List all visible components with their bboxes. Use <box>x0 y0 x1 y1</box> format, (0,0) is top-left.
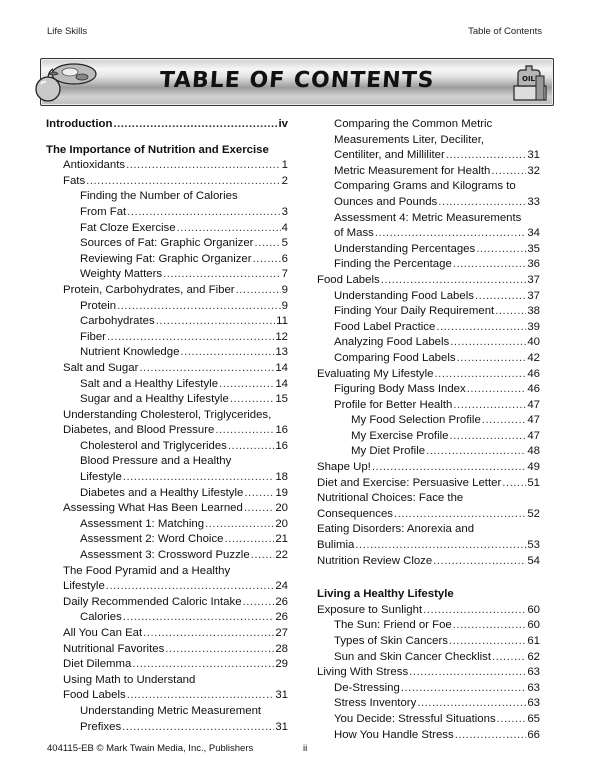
toc-entry: All You Can Eat ..... 27 <box>46 626 288 642</box>
toc-entry: Sugar and a Healthy Lifestyle ..... 15 <box>46 392 288 408</box>
toc-entry: Finding Your Daily Requirement ..... 38 <box>317 304 540 320</box>
toc-entry: Analyzing Food Labels ..... 40 <box>317 335 540 351</box>
toc-entry: Profile for Better Health ..... 47 <box>317 398 540 414</box>
oil-bottle-clipart <box>508 64 550 104</box>
oil-label: OIL <box>522 75 536 83</box>
toc-entry: Assessment 2: Word Choice ..... 21 <box>46 532 288 548</box>
toc-entry: Carbohydrates ..... 11 <box>46 314 288 330</box>
toc-entry-wrap: Nutritional Choices: Face the <box>317 492 464 505</box>
food-clipart-left <box>32 60 102 104</box>
toc-entry: Diet and Exercise: Persuasive Letter ..... 51 <box>317 476 540 492</box>
toc-entry: Fats ..... 2 <box>46 174 288 190</box>
toc-entry: Protein ..... 9 <box>46 299 288 315</box>
toc-entry: Nutrition Review Cloze ..... 54 <box>317 554 540 570</box>
toc-entry-wrap: Assessment 4: Metric Measurements <box>334 211 522 224</box>
toc-entry: Reviewing Fat: Graphic Organizer ..... 6 <box>46 252 288 268</box>
toc-entry: Fat Cloze Exercise ..... 4 <box>46 221 288 237</box>
footer-publisher: 404115-EB © Mark Twain Media, Inc., Publishers <box>47 743 254 754</box>
toc-entry: Stress Inventory ..... 63 <box>317 696 540 712</box>
toc-entry: Weighty Matters ..... 7 <box>46 267 288 283</box>
toc-entry: Exposure to Sunlight ..... 60 <box>317 603 540 619</box>
toc-entry: Diabetes, and Blood Pressure ..... 16 <box>46 423 288 439</box>
toc-entry: Food Label Practice ..... 39 <box>317 320 540 336</box>
toc-entry-wrap: Understanding Metric Measurement <box>80 704 262 717</box>
toc-left-column <box>46 117 288 735</box>
section-heading-nutrition: The Importance of Nutrition and Exercise <box>46 143 269 156</box>
toc-entry-wrap: Measurements Liter, Deciliter, <box>334 133 485 146</box>
toc-entry: Assessment 1: Matching ..... 20 <box>46 517 288 533</box>
toc-entry: How You Handle Stress ..... 66 <box>317 728 540 744</box>
toc-entry: Shape Up! ..... 49 <box>317 460 540 476</box>
toc-entry: Ounces and Pounds ..... 33 <box>317 195 540 211</box>
toc-entry-wrap: The Food Pyramid and a Healthy <box>63 564 231 577</box>
toc-entry: Diabetes and a Healthy Lifestyle ..... 19 <box>46 486 288 502</box>
section-heading-healthy-lifestyle: Living a Healthy Lifestyle <box>317 588 454 601</box>
toc-entry: Sources of Fat: Graphic Organizer ..... 5 <box>46 236 288 252</box>
title-banner <box>40 58 554 106</box>
toc-entry: Food Labels ..... 31 <box>46 688 288 704</box>
toc-entry: Assessing What Has Been Learned ..... 20 <box>46 501 288 517</box>
toc-entry: My Exercise Profile ..... 47 <box>317 429 540 445</box>
toc-entry: of Mass ..... 34 <box>317 226 540 242</box>
toc-entry: De-Stressing ..... 63 <box>317 681 540 697</box>
toc-entry: Nutritional Favorites ..... 28 <box>46 642 288 658</box>
toc-entry-wrap: Finding the Number of Calories <box>80 190 238 203</box>
toc-entry: From Fat ..... 3 <box>46 205 288 221</box>
toc-entry: Living With Stress ..... 63 <box>317 665 540 681</box>
toc-entry: Cholesterol and Triglycerides ..... 16 <box>46 439 288 455</box>
toc-entry: Nutrient Knowledge ..... 13 <box>46 345 288 361</box>
toc-entry: Protein, Carbohydrates, and Fiber ..... 9 <box>46 283 288 299</box>
toc-entry: Calories ..... 26 <box>46 610 288 626</box>
toc-entry: Types of Skin Cancers ..... 61 <box>317 634 540 650</box>
toc-entry: Finding the Percentage ..... 36 <box>317 257 540 273</box>
toc-entry: Diet Dilemma ..... 29 <box>46 657 288 673</box>
toc-entry-wrap: Eating Disorders: Anorexia and <box>317 523 475 536</box>
toc-entry-wrap: Comparing Grams and Kilograms to <box>334 180 516 193</box>
toc-entry-introduction: Introduction ..... iv <box>46 117 288 133</box>
toc-entry: My Food Selection Profile ..... 47 <box>317 413 540 429</box>
toc-entry: Prefixes ..... 31 <box>46 720 288 736</box>
running-header-right: Table of Contents <box>468 26 542 37</box>
toc-entry: Food Labels ..... 37 <box>317 273 540 289</box>
toc-entry: Sun and Skin Cancer Checklist ..... 62 <box>317 650 540 666</box>
toc-entry: Metric Measurement for Health ..... 32 <box>317 164 540 180</box>
page-title: TABLE OF CONTENTS <box>158 68 436 93</box>
toc-entry: Antioxidants ..... 1 <box>46 158 288 174</box>
toc-entry: Centiliter, and Milliliter ..... 31 <box>317 148 540 164</box>
toc-entry-wrap: Using Math to Understand <box>63 673 196 686</box>
toc-entry: Comparing Food Labels ..... 42 <box>317 351 540 367</box>
toc-entry: You Decide: Stressful Situations ..... 65 <box>317 712 540 728</box>
toc-right-column <box>317 117 540 743</box>
toc-entry: Bulimia ..... 53 <box>317 538 540 554</box>
toc-entry: Lifestyle ..... 24 <box>46 579 288 595</box>
running-header-left: Life Skills <box>47 26 88 37</box>
toc-entry-wrap: Blood Pressure and a Healthy <box>80 455 232 468</box>
toc-entry-wrap: Understanding Cholesterol, Triglycerides, <box>63 408 272 421</box>
toc-entry: Lifestyle ..... 18 <box>46 470 288 486</box>
toc-entry: Figuring Body Mass Index ..... 46 <box>317 382 540 398</box>
toc-entry-wrap: Comparing the Common Metric <box>334 118 493 130</box>
toc-entry: Evaluating My Lifestyle ..... 46 <box>317 367 540 383</box>
toc-entry: Salt and Sugar ..... 14 <box>46 361 288 377</box>
toc-entry: Understanding Food Labels ..... 37 <box>317 289 540 305</box>
page-number: ii <box>303 743 308 754</box>
toc-entry: Understanding Percentages ..... 35 <box>317 242 540 258</box>
toc-entry: My Diet Profile ..... 48 <box>317 444 540 460</box>
toc-entry: Fiber ..... 12 <box>46 330 288 346</box>
toc-entry: Assessment 3: Crossword Puzzle ..... 22 <box>46 548 288 564</box>
toc-entry: The Sun: Friend or Foe ..... 60 <box>317 618 540 634</box>
toc-entry: Salt and a Healthy Lifestyle ..... 14 <box>46 377 288 393</box>
toc-entry: Consequences ..... 52 <box>317 507 540 523</box>
toc-entry: Daily Recommended Caloric Intake ..... 26 <box>46 595 288 611</box>
